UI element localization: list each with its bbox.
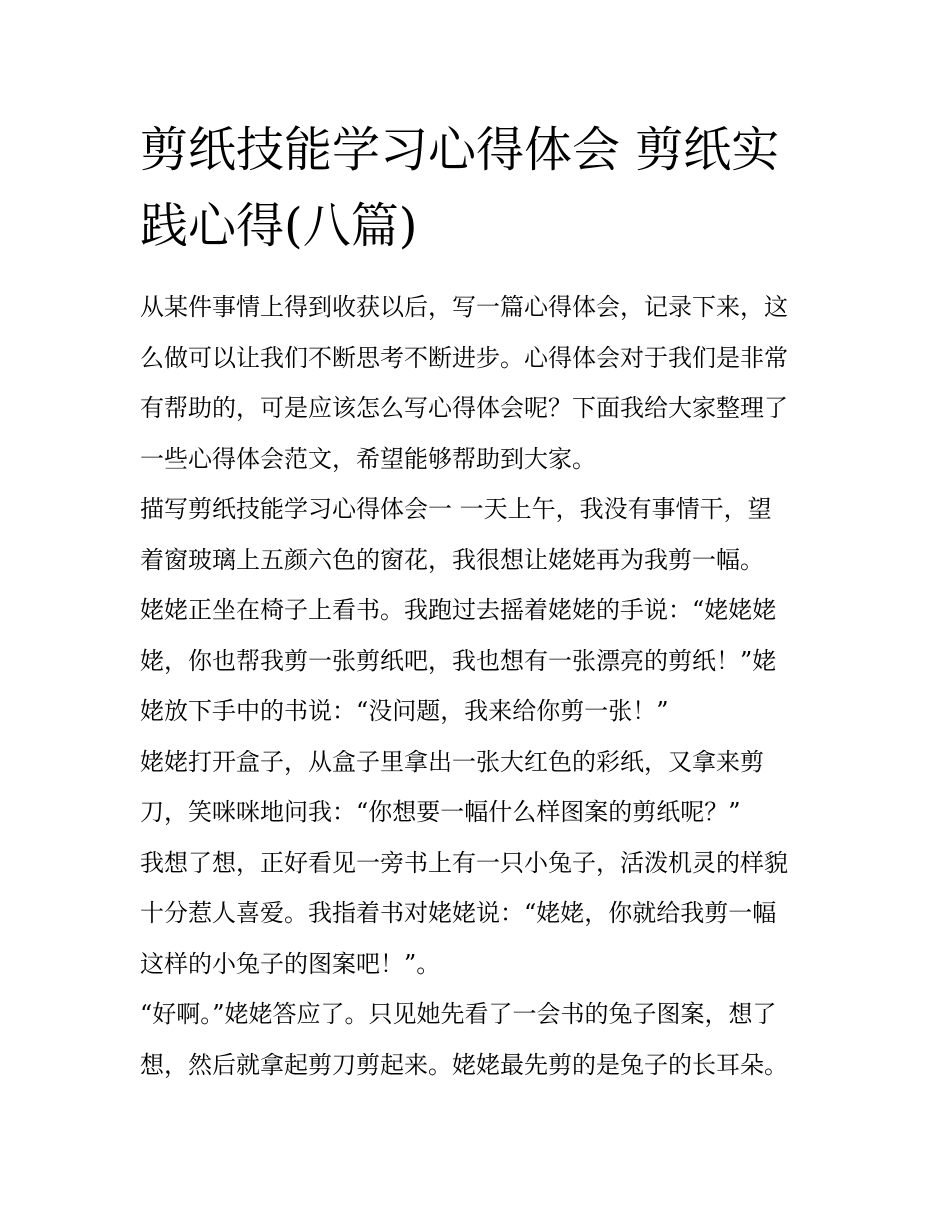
text-line: 描写剪纸技能学习心得体会一 一天上午，我没有事情干，望	[140, 495, 772, 523]
document-content	[140, 112, 820, 1090]
title-line-1: 剪纸技能学习心得体会 剪纸实	[140, 122, 780, 178]
text-line: 想，然后就拿起剪刀剪起来。姥姥最先剪的是兔子的长耳朵。	[140, 1050, 788, 1079]
text-line: 姥姥正坐在椅子上看书。我跑过去摇着姥姥的手说：“姥姥姥	[140, 596, 777, 624]
text-line: 从某件事情上得到收获以后，写一篇心得体会，记录下来，这	[140, 293, 788, 321]
text-line: 有帮助的，可是应该怎么写心得体会呢？下面我给大家整理了	[140, 394, 788, 422]
text-line: 么做可以让我们不断思考不断进步。心得体会对于我们是非常	[140, 343, 788, 372]
text-line: 这样的小兔子的图案吧！”。	[140, 949, 441, 978]
document-title	[140, 112, 820, 264]
text-line: “好啊。”姥姥答应了。只见她先看了一会书的兔子图案，想了	[140, 1000, 777, 1028]
text-line: 一些心得体会范文，希望能够帮助到大家。	[140, 444, 596, 473]
text-line: 姥放下手中的书说：“没问题，我来给你剪一张！”	[140, 697, 669, 725]
text-line: 姥姥打开盒子，从盒子里拿出一张大红色的彩纸，又拿来剪	[140, 747, 764, 776]
title-line-2: 践心得(八篇)	[140, 198, 418, 254]
text-line: 姥，你也帮我剪一张剪纸吧，我也想有一张漂亮的剪纸！”姥	[140, 646, 777, 675]
text-line: 十分惹人喜爱。我指着书对姥姥说：“姥姥，你就给我剪一幅	[140, 899, 777, 927]
text-line: 刀，笑咪咪地问我：“你想要一幅什么样图案的剪纸呢？”	[140, 798, 741, 826]
text-line: 我想了想，正好看见一旁书上有一只小兔子，活泼机灵的样貌	[140, 848, 788, 877]
document-body	[140, 282, 820, 1090]
text-line: 着窗玻璃上五颜六色的窗花，我很想让姥姥再为我剪一幅。	[140, 545, 764, 574]
